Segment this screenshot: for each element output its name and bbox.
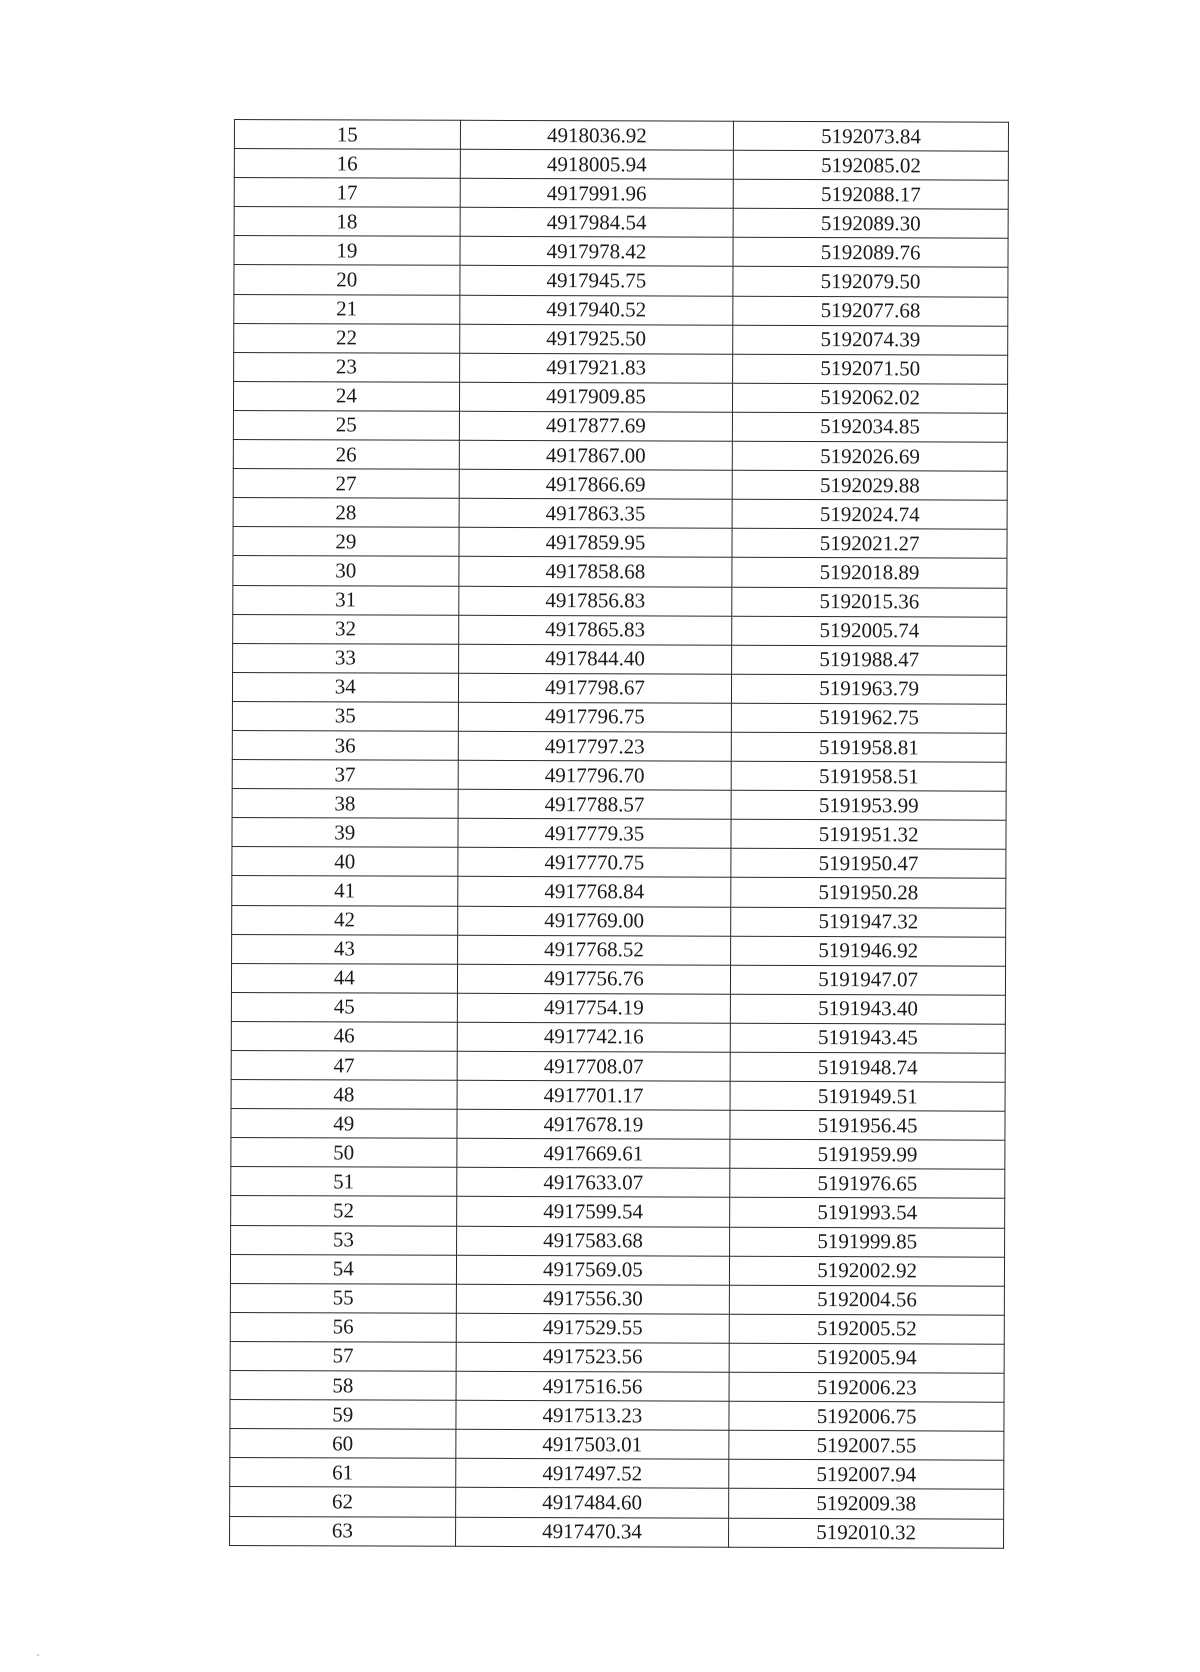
x-coordinate-cell: 4917797.23 xyxy=(458,731,732,761)
point-number-cell: 16 xyxy=(234,149,460,179)
table-row xyxy=(234,265,1008,297)
table-row xyxy=(234,120,1008,152)
y-coordinate-cell: 5192002.92 xyxy=(730,1256,1005,1286)
point-number-cell: 31 xyxy=(233,585,459,615)
x-coordinate-cell: 4917921.83 xyxy=(459,353,733,383)
y-coordinate-cell: 5191946.92 xyxy=(731,936,1006,966)
x-coordinate-cell: 4917863.35 xyxy=(459,499,733,529)
x-coordinate-cell: 4917768.84 xyxy=(457,877,731,907)
y-coordinate-cell: 5191956.45 xyxy=(730,1110,1005,1140)
x-coordinate-cell: 4917529.55 xyxy=(456,1313,730,1343)
y-coordinate-cell: 5192071.50 xyxy=(733,354,1008,384)
table-row xyxy=(231,963,1005,995)
x-coordinate-cell: 4917909.85 xyxy=(459,382,733,412)
x-coordinate-cell: 4917556.30 xyxy=(456,1284,730,1314)
point-number-cell: 29 xyxy=(233,527,459,557)
point-number-cell: 40 xyxy=(232,847,458,877)
y-coordinate-cell: 5192029.88 xyxy=(732,470,1007,500)
table-row xyxy=(231,1167,1005,1199)
x-coordinate-cell: 4918036.92 xyxy=(460,120,734,150)
point-number-cell: 20 xyxy=(234,265,460,295)
point-number-cell: 36 xyxy=(232,730,458,760)
table-row xyxy=(233,381,1007,413)
point-number-cell: 54 xyxy=(230,1254,456,1284)
x-coordinate-cell: 4917678.19 xyxy=(457,1109,731,1139)
point-number-cell: 15 xyxy=(234,120,460,150)
table-row xyxy=(232,818,1006,850)
y-coordinate-cell: 5192073.84 xyxy=(734,121,1009,151)
x-coordinate-cell: 4917925.50 xyxy=(459,324,733,354)
point-number-cell: 41 xyxy=(232,876,458,906)
y-coordinate-cell: 5192062.02 xyxy=(733,383,1008,413)
point-number-cell: 43 xyxy=(232,934,458,964)
x-coordinate-cell: 4917940.52 xyxy=(459,295,733,325)
x-coordinate-cell: 4917769.00 xyxy=(457,906,731,936)
x-coordinate-cell: 4917484.60 xyxy=(455,1488,729,1518)
table-row xyxy=(234,207,1008,239)
table-row xyxy=(231,1050,1005,1082)
point-number-cell: 28 xyxy=(233,498,459,528)
point-number-cell: 56 xyxy=(230,1312,456,1342)
point-number-cell: 38 xyxy=(232,789,458,819)
x-coordinate-cell: 4917788.57 xyxy=(458,789,732,819)
y-coordinate-cell: 5192006.23 xyxy=(729,1372,1004,1402)
y-coordinate-cell: 5191943.45 xyxy=(731,1023,1006,1053)
x-coordinate-cell: 4917859.95 xyxy=(459,528,733,558)
point-number-cell: 23 xyxy=(234,352,460,382)
y-coordinate-cell: 5192088.17 xyxy=(733,179,1008,209)
table-row xyxy=(230,1458,1004,1490)
x-coordinate-cell: 4917798.67 xyxy=(458,673,732,703)
point-number-cell: 63 xyxy=(230,1516,456,1546)
x-coordinate-cell: 4917796.70 xyxy=(458,760,732,790)
point-number-cell: 17 xyxy=(234,178,460,208)
x-coordinate-cell: 4917866.69 xyxy=(459,469,733,499)
x-coordinate-cell: 4917516.56 xyxy=(456,1371,730,1401)
table-row xyxy=(230,1371,1004,1403)
table-row xyxy=(232,876,1006,908)
x-coordinate-cell: 4917633.07 xyxy=(456,1168,730,1198)
y-coordinate-cell: 5191976.65 xyxy=(730,1169,1005,1199)
table-row xyxy=(232,730,1006,762)
point-number-cell: 21 xyxy=(234,294,460,324)
point-number-cell: 52 xyxy=(231,1196,457,1226)
point-number-cell: 22 xyxy=(234,323,460,353)
point-number-cell: 47 xyxy=(231,1050,457,1080)
point-number-cell: 35 xyxy=(232,701,458,731)
point-number-cell: 32 xyxy=(233,614,459,644)
x-coordinate-cell: 4917742.16 xyxy=(457,1022,731,1052)
point-number-cell: 53 xyxy=(231,1225,457,1255)
y-coordinate-cell: 5192018.89 xyxy=(732,558,1007,588)
point-number-cell: 49 xyxy=(231,1109,457,1139)
x-coordinate-cell: 4917945.75 xyxy=(460,266,734,296)
y-coordinate-cell: 5191962.75 xyxy=(732,703,1007,733)
y-coordinate-cell: 5192024.74 xyxy=(732,499,1007,529)
x-coordinate-cell: 4917991.96 xyxy=(460,178,734,208)
table-row xyxy=(231,1138,1005,1170)
table-row xyxy=(232,847,1006,879)
x-coordinate-cell: 4917599.54 xyxy=(456,1197,730,1227)
x-coordinate-cell: 4917583.68 xyxy=(456,1226,730,1256)
y-coordinate-cell: 5192005.74 xyxy=(732,616,1007,646)
point-number-cell: 61 xyxy=(230,1458,456,1488)
point-number-cell: 30 xyxy=(233,556,459,586)
x-coordinate-cell: 4917701.17 xyxy=(457,1080,731,1110)
table-row xyxy=(232,760,1006,792)
table-row xyxy=(233,440,1007,472)
y-coordinate-cell: 5191953.99 xyxy=(731,790,1006,820)
y-coordinate-cell: 5191958.81 xyxy=(732,732,1007,762)
table-row xyxy=(233,585,1007,617)
point-number-cell: 27 xyxy=(233,469,459,499)
scan-speck: - xyxy=(36,1650,40,1661)
point-number-cell: 24 xyxy=(233,381,459,411)
table-row xyxy=(230,1312,1004,1344)
x-coordinate-cell: 4917984.54 xyxy=(460,208,734,238)
table-row xyxy=(230,1283,1004,1315)
point-number-cell: 37 xyxy=(232,760,458,790)
point-number-cell: 25 xyxy=(233,410,459,440)
point-number-cell: 45 xyxy=(231,992,457,1022)
x-coordinate-cell: 4917513.23 xyxy=(456,1400,730,1430)
y-coordinate-cell: 5192026.69 xyxy=(733,441,1008,471)
y-coordinate-cell: 5192005.52 xyxy=(730,1314,1005,1344)
table-row xyxy=(231,1021,1005,1053)
x-coordinate-cell: 4917858.68 xyxy=(458,557,732,587)
point-number-cell: 60 xyxy=(230,1429,456,1459)
x-coordinate-cell: 4917867.00 xyxy=(459,440,733,470)
point-number-cell: 42 xyxy=(232,905,458,935)
y-coordinate-cell: 5191993.54 xyxy=(730,1198,1005,1228)
y-coordinate-cell: 5192089.76 xyxy=(733,238,1008,268)
point-number-cell: 18 xyxy=(234,207,460,237)
point-number-cell: 55 xyxy=(230,1283,456,1313)
y-coordinate-cell: 5191947.32 xyxy=(731,907,1006,937)
table-row xyxy=(230,1487,1004,1519)
point-number-cell: 34 xyxy=(232,672,458,702)
x-coordinate-cell: 4917779.35 xyxy=(458,819,732,849)
x-coordinate-cell: 4917865.83 xyxy=(458,615,732,645)
y-coordinate-cell: 5192089.30 xyxy=(733,209,1008,239)
y-coordinate-cell: 5192007.55 xyxy=(729,1430,1004,1460)
x-coordinate-cell: 4917503.01 xyxy=(455,1430,729,1460)
y-coordinate-cell: 5191988.47 xyxy=(732,645,1007,675)
table-row xyxy=(234,352,1008,384)
y-coordinate-cell: 5191943.40 xyxy=(731,994,1006,1024)
point-number-cell: 44 xyxy=(231,963,457,993)
x-coordinate-cell: 4917756.76 xyxy=(457,964,731,994)
table-row xyxy=(231,992,1005,1024)
point-number-cell: 39 xyxy=(232,818,458,848)
x-coordinate-cell: 4917796.75 xyxy=(458,702,732,732)
y-coordinate-cell: 5192010.32 xyxy=(729,1518,1004,1548)
table-row xyxy=(233,527,1007,559)
x-coordinate-cell: 4917569.05 xyxy=(456,1255,730,1285)
y-coordinate-cell: 5191963.79 xyxy=(732,674,1007,704)
y-coordinate-cell: 5192015.36 xyxy=(732,587,1007,617)
point-number-cell: 50 xyxy=(231,1138,457,1168)
x-coordinate-cell: 4917770.75 xyxy=(457,848,731,878)
x-coordinate-cell: 4918005.94 xyxy=(460,149,734,179)
table-row xyxy=(231,1225,1005,1257)
table-row xyxy=(230,1429,1004,1461)
point-number-cell: 59 xyxy=(230,1400,456,1430)
x-coordinate-cell: 4917470.34 xyxy=(455,1517,729,1547)
table-row xyxy=(233,498,1007,530)
x-coordinate-cell: 4917856.83 xyxy=(458,586,732,616)
y-coordinate-cell: 5191951.32 xyxy=(731,819,1006,849)
table-row xyxy=(233,614,1007,646)
y-coordinate-cell: 5191999.85 xyxy=(730,1227,1005,1257)
point-number-cell: 57 xyxy=(230,1341,456,1371)
y-coordinate-cell: 5192074.39 xyxy=(733,325,1008,355)
table-row xyxy=(231,1080,1005,1112)
y-coordinate-cell: 5192006.75 xyxy=(729,1401,1004,1431)
x-coordinate-cell: 4917877.69 xyxy=(459,411,733,441)
table-row xyxy=(234,178,1008,210)
x-coordinate-cell: 4917754.19 xyxy=(457,993,731,1023)
point-number-cell: 62 xyxy=(230,1487,456,1517)
point-number-cell: 26 xyxy=(233,440,459,470)
table-row xyxy=(233,643,1007,675)
table-row xyxy=(230,1341,1004,1373)
point-number-cell: 33 xyxy=(233,643,459,673)
y-coordinate-cell: 5192077.68 xyxy=(733,296,1008,326)
table-row xyxy=(232,789,1006,821)
x-coordinate-cell: 4917669.61 xyxy=(456,1139,730,1169)
y-coordinate-cell: 5191950.47 xyxy=(731,849,1006,879)
table-row xyxy=(234,294,1008,326)
table-row xyxy=(232,934,1006,966)
coordinates-table-body xyxy=(230,120,1009,1548)
point-number-cell: 46 xyxy=(231,1021,457,1051)
y-coordinate-cell: 5192034.85 xyxy=(733,412,1008,442)
point-number-cell: 51 xyxy=(231,1167,457,1197)
y-coordinate-cell: 5192021.27 xyxy=(732,529,1007,559)
table-row xyxy=(233,410,1007,442)
y-coordinate-cell: 5191948.74 xyxy=(730,1052,1005,1082)
x-coordinate-cell: 4917523.56 xyxy=(456,1342,730,1372)
x-coordinate-cell: 4917844.40 xyxy=(458,644,732,674)
table-row xyxy=(230,1254,1004,1286)
point-number-cell: 58 xyxy=(230,1371,456,1401)
x-coordinate-cell: 4917497.52 xyxy=(455,1459,729,1489)
table-row xyxy=(233,469,1007,501)
y-coordinate-cell: 5192005.94 xyxy=(729,1343,1004,1373)
table-row xyxy=(231,1196,1005,1228)
table-row xyxy=(230,1516,1004,1548)
table-row xyxy=(231,1109,1005,1141)
y-coordinate-cell: 5192009.38 xyxy=(729,1489,1004,1519)
table-row xyxy=(234,323,1008,355)
point-number-cell: 48 xyxy=(231,1080,457,1110)
y-coordinate-cell: 5191950.28 xyxy=(731,878,1006,908)
x-coordinate-cell: 4917768.52 xyxy=(457,935,731,965)
y-coordinate-cell: 5191949.51 xyxy=(730,1081,1005,1111)
x-coordinate-cell: 4917978.42 xyxy=(460,237,734,267)
coordinates-table xyxy=(229,119,1009,1548)
point-number-cell: 19 xyxy=(234,236,460,266)
y-coordinate-cell: 5192085.02 xyxy=(734,150,1009,180)
y-coordinate-cell: 5192004.56 xyxy=(730,1285,1005,1315)
x-coordinate-cell: 4917708.07 xyxy=(457,1051,731,1081)
table-row xyxy=(234,236,1008,268)
table-row xyxy=(234,149,1008,181)
y-coordinate-cell: 5191947.07 xyxy=(731,965,1006,995)
table-row xyxy=(232,905,1006,937)
table-row xyxy=(232,672,1006,704)
table-row xyxy=(233,556,1007,588)
y-coordinate-cell: 5191959.99 xyxy=(730,1140,1005,1170)
y-coordinate-cell: 5192079.50 xyxy=(733,267,1008,297)
y-coordinate-cell: 5192007.94 xyxy=(729,1460,1004,1490)
y-coordinate-cell: 5191958.51 xyxy=(731,761,1006,791)
table-row xyxy=(230,1400,1004,1432)
table-row xyxy=(232,701,1006,733)
